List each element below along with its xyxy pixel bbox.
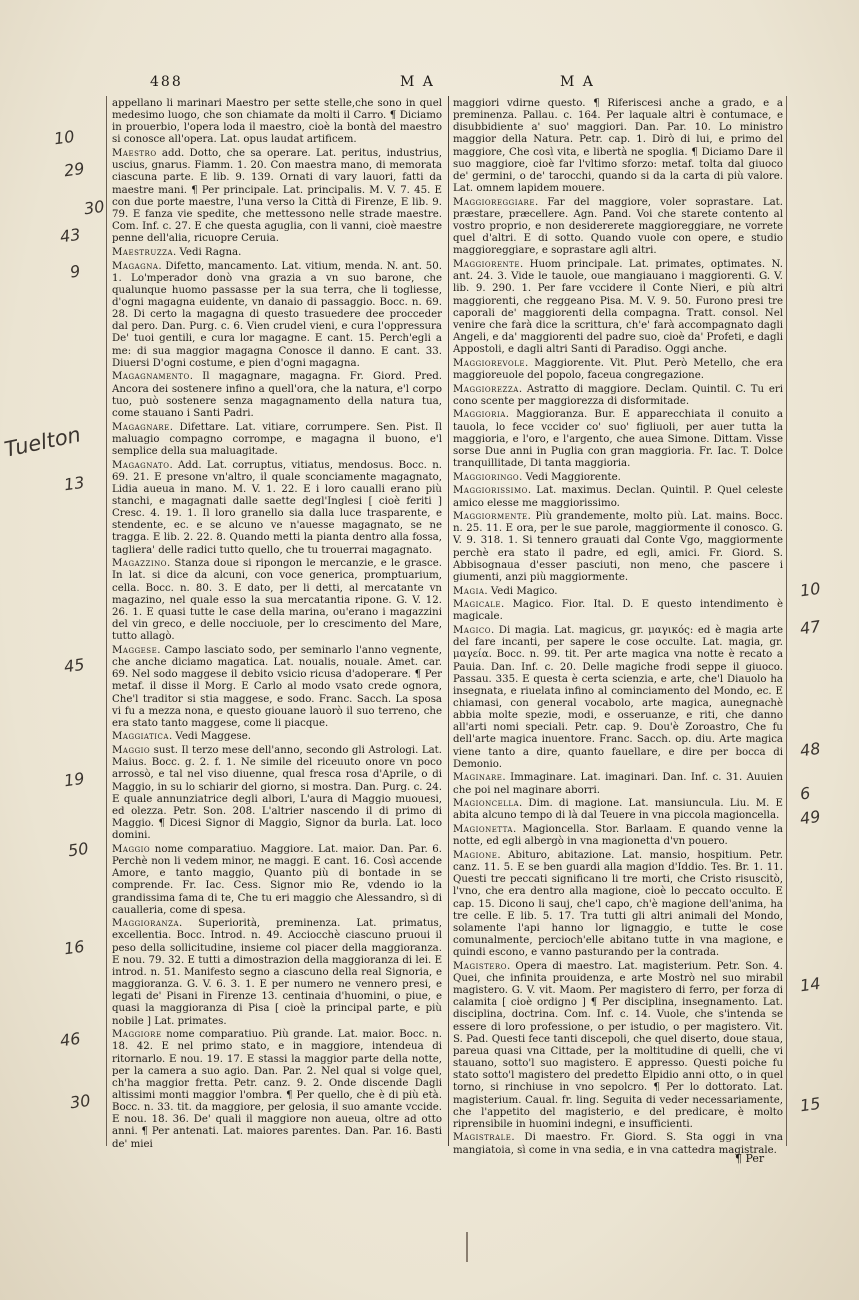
entry-text: . Il magagnare, magagna. Fr. Giord. Pred. Ancora dei sostenere infino a quell'ora, che la natura, e'l corpo tuo, può sostenere senza magagnamento della natura tua, come stauano i Santi Padri. xyxy=(112,371,442,419)
margin-annotation: 43 xyxy=(58,224,82,247)
entry-text: . Vedi Ragna. xyxy=(173,246,242,258)
dictionary-entry xyxy=(453,586,783,598)
headword: Magistero xyxy=(453,960,507,972)
entry-text: . Superiorità, preminenza. Lat. primatus, excellentia. Bocc. Introd. n. 49. Acciocchè ciascuno pruoui il peso della sollicitudine, insieme col piacer della maggioranza. E nou. 79. 32. E tutti a dimostrazion della maggioranza di lei. E introd. n. 51. Manifesto segno a ciascuno della real Signoria, e maggioranza. G. V. 6. 3. 1. E per numero ne vennero presi, e legati de' Pisani in Firenze 13. centinaia d'huomini, o piue, e quasi la maggioranza di Pisa [ cioè la principal parte, e più nobile ] Lat. primates. xyxy=(112,918,442,1027)
entry-text: . Maggioranza. Bur. E apparecchiata il conuito a tauola, lo fece vccider co' suo' figliuoli, per auer tutta la maggioria, e l'oro, e l'argento, che auea Simone. Dittam. Visse sorse Due anni in Puglia con gran maggioria. Fr. Iac. T. Dolce tranquillitade, Di tanta maggioria. xyxy=(453,409,783,470)
entry-text: . Lat. maximus. Declan. Quintil. P. Quel celeste amico elesse me maggiorissimo. xyxy=(453,485,783,509)
entry-text: . Difettare. Lat. vitiare, corrumpere. Sen. Pist. Il maluagio compagno corrompe, e magagna il buono, e'l semplice della sua maluagitade. xyxy=(112,421,442,457)
headword: Maggioreggiare xyxy=(453,196,535,208)
headword: Maggio xyxy=(112,745,151,757)
margin-annotation: 46 xyxy=(58,1028,82,1051)
binding-mark xyxy=(466,1232,468,1262)
dictionary-entry xyxy=(112,422,442,458)
dictionary-entry xyxy=(112,371,442,420)
dictionary-entry xyxy=(453,485,783,509)
margin-annotation: 49 xyxy=(798,806,822,829)
headword: Maggiorissimo xyxy=(453,485,528,497)
headword: Maestro xyxy=(112,148,157,160)
entry-text: maggiori vdirne questo. ¶ Riferiscesi anche a grado, e a preminenza. Pallau. c. 164. Per laquale altri è contumace, e disubbidiente a' suo' maggiori. Dan. Par. 10. Lo ministro maggior della Natura. Petr. cap. 1. Dirò di lui, e primo del maggiore, Che così vita, e libertà ne spoglia. ¶ Diciamo Dare il suo maggiore, cioè far l'vltimo sforzo: metaf. tolta dal giuoco de' germini, o de' tarocchi, quando si da la carta di più valore. Lat. omnem lapidem mouere. xyxy=(453,98,783,195)
margin-annotation: 45 xyxy=(62,654,86,677)
left-column xyxy=(112,98,442,1152)
headword: Magazzino xyxy=(112,558,167,570)
margin-annotation: Tuelton xyxy=(2,422,83,462)
headword: Maginare xyxy=(453,772,503,784)
entry-text: . Magico. Fior. Ital. D. E questo intendimento è magicale. xyxy=(453,599,783,623)
dictionary-entry xyxy=(453,409,783,470)
headword: Magioncella xyxy=(453,798,520,810)
headword: Magico xyxy=(453,625,491,637)
entry-text: . Campo lasciato sodo, per seminarlo l'anno vegnente, che anche diciamo magatica. Lat. noualis, nouale. Amet. car. 69. Nel sodo maggese il debito vsicio ricusa d'adoperare. ¶ Per metaf. il disse il Morg. E Carlo al modo vsato crede ognora, Che'l traditor si stia maggese, e sodo. Franc. Sacch. La sposa vi fu a mezza nona, e questo giouane lauorò il suo terreno, che era stato tanto maggese, come li piacque. xyxy=(112,644,442,729)
dictionary-entry xyxy=(453,625,783,771)
entry-text: . Difetto, mancamento. Lat. vitium, menda. N. ant. 50. 1. Lo'mperador donò vna grazia a vn suo barone, che qualunque huomo passasse per la sua terra, che li togliesse, d'ogni magagna euidente, vn danaio di passaggio. Bocc. n. 69. 28. Di certo la magagna di questo trasuedere dee procceder dal pero. Dan. Purg. c. 6. Vien crudel vieni, e cura l'oppressura De' tuoi gentili, e cura lor magagne. E cant. 15. Perch'egli a me: di sua maggior magagna Conosce il danno. E cant. 33. Diuersi D'ogni costume, e pien d'ogni magagna. xyxy=(112,260,442,369)
entry-text: . Di maestro. Fr. Giord. S. Sta oggi in vna mangiatoia, sì come in vna sedia, e in vna cattedra magistrale. xyxy=(453,1132,783,1156)
headword: Maestruzza xyxy=(112,246,174,258)
entry-text: . Abituro, abitazione. Lat. mansio, hospitium. Petr. canz. 11. 5. E se ben guardi alla magion d'Iddio. Tes. Br. 1. 11. Questi tre peccati significano li tre morti, che Cristo risuscitò, l'vno, che era dentro alla magione, cioè lo peccato occulto. E cap. 15. Dicono li sauj, che'l capo, ch'è magione dell'anima, ha tre celle. E lib. 5. 17. Tra tutti gli altri animali del Mondo, solamente l'api hanno lor lignaggio, e tutte le cose comunalmente, percioch'elle abitano tutte in vna magione, e quindi escono, e vanno pasturando per la contrada. xyxy=(453,849,783,959)
margin-annotation: 50 xyxy=(66,838,90,861)
margin-annotation: 14 xyxy=(798,973,822,996)
dictionary-entry xyxy=(453,961,783,1131)
dictionary-entry xyxy=(453,98,783,195)
headword: Magagnare xyxy=(112,421,170,433)
dictionary-entry xyxy=(112,844,442,917)
dictionary-entry xyxy=(112,1029,442,1151)
entry-text: add. Dotto, che sa operare. Lat. peritus, industrius, uscius, gnarus. Fiamm. 1. 20. Con maestra mano, di memorata ciascuna parte. E lib. 9. 139. Ornati di vary lauori, fatti da maestre mani. ¶ Per principale. Lat. principalis. M. V. 7. 45. E con due porte maestre, l'una verso la Città di Firenze, E lib. 9. 79. E fanza vie spedite, che mettessono nelle strade maestre. Com. Inf. c. 27. E che questa aguglia, con li vanni, cioè maestre penne dell'alia, ricuopre Ceruia. xyxy=(112,148,442,245)
entry-text: . Vedi Maggese. xyxy=(168,731,251,743)
entry-text: . Maggiorente. Vit. Plut. Però Metello, che era maggioreuole del popolo, faceua congregazione. xyxy=(453,357,783,381)
headword: Magione xyxy=(453,849,498,861)
headword: Magicale xyxy=(453,599,502,611)
dictionary-entry xyxy=(453,358,783,382)
entry-text: . Magioncella. Stor. Barlaam. E quando venne la notte, ed egli albergò in vna magionetta d'vn pouero. xyxy=(453,824,783,848)
headword: Maggiorezza xyxy=(453,383,519,395)
headword: Magagnamento xyxy=(112,371,190,383)
dictionary-entry xyxy=(112,261,442,370)
dictionary-entry xyxy=(112,460,442,557)
margin-annotation: 6 xyxy=(798,783,812,804)
dictionary-entry xyxy=(453,798,783,822)
entry-text: appellano li marinari Maestro per sette stelle,che sono in quel medesimo luogo, che son chiamate da molti il Carro. ¶ Diciamo in prouerbio, l'opera loda il maestro, cioè la bontà del maestro si conosce all'opera. Lat. opus laudat artificem. xyxy=(112,98,442,146)
margin-annotation: 16 xyxy=(62,936,86,959)
dictionary-entry xyxy=(453,824,783,848)
headword: Magistrale xyxy=(453,1132,512,1144)
margin-annotation: 10 xyxy=(798,578,822,601)
margin-annotation: 48 xyxy=(798,738,822,761)
headword: Magia xyxy=(453,585,485,597)
margin-annotation: 30 xyxy=(82,196,106,219)
headword: Maggio xyxy=(112,843,151,855)
running-head-left: M A xyxy=(400,74,435,90)
catchword: ¶ Per xyxy=(735,1152,765,1165)
dictionary-entry xyxy=(453,384,783,408)
margin-annotation: 10 xyxy=(52,126,76,149)
dictionary-entry xyxy=(112,731,442,743)
headword: Magagnato xyxy=(112,459,170,471)
entry-text: . Di magia. Lat. magicus, gr. μαγικός: ed è magia arte del fare incanti, per sapere le cose occulte. Lat. magia, gr. μαγεία. Bocc. n. 99. tit. Per arte magica vna notte è recato a Pauia. Dan. Inf. c. 20. Delle magiche frodi seppe il giuoco. Passau. 335. E questa è certa scienzia, e arte, che'l Diauolo ha insegnata, e riuelata infino al cominciamento del Mondo, ec. E chiamasi, con general vocabolo, arte magica, aunegnachè abbia molte spezie, modi, e osseruanze, e riti, che danno all'arti nomi speciali. Petr. cap. 9. Dou'è Zoroastro, Che fu dell'arte magica inuentore. Franc. Sacch. op. diu. Arte magica viene tanto a dire, quanto fauellare, e dire per bocca di Demonio. xyxy=(453,625,783,770)
entry-text: . Astratto di maggiore. Declam. Quintil. C. Tu eri cono scente per maggiorezza di disformitade. xyxy=(453,383,783,407)
dictionary-entry xyxy=(112,918,442,1027)
headword: Magionetta xyxy=(453,824,513,836)
entry-text: . Dim. di magione. Lat. mansiuncula. Liu. M. E abita alcuno tempo di là dal Teuere in vna piccola magioncella. xyxy=(453,798,783,822)
dictionary-entry xyxy=(453,259,783,356)
headword: Maggioranza xyxy=(112,918,180,930)
margin-annotation: 15 xyxy=(798,1093,822,1116)
dictionary-entry xyxy=(112,558,442,643)
entry-text: sust. Il terzo mese dell'anno, secondo gli Astrologi. Lat. Maius. Bocc. g. 2. f. 1. Ne simile del riceuuto onore vn poco arrossò, e tal nel viso diuenne, qual fresca rosa d'Aprile, o di Maggio, in su lo schiarir del giorno, si mostra. Dan. Purg. c. 24. E quale annunziatrice degli albori, L'aura di Maggio muouesi, ed olezza. Petr. Son. 208. L'altrier nascendo il di primo di Maggio. ¶ Dicesi Signor di Maggio, Signor da burla. Lat. loco domini. xyxy=(112,745,442,842)
entry-text: . Vedi Magico. xyxy=(484,585,558,597)
headword: Maggiorevole xyxy=(453,357,525,369)
page-header xyxy=(120,74,819,94)
margin-annotation: 29 xyxy=(62,158,86,181)
entry-text: . Add. Lat. corruptus, vitiatus, mendosus. Bocc. n. 69. 21. E presone vn'altro, il quale sconciamente magagnato, Lidia aueua in mano. M. V. 1. 22. E i loro caualli erano più stanchi, e magagnati dalle saette degl'Inglesi [ cioè feriti ] Cresc. 4. 19. 1. Il loro granello sia dalla luce trasparente, e stendente, ec. e se alcuno ve n'auesse magagnato, se ne tragga. E lib. 2. 22. 8. Quando metti la pianta dentro alla fossa, tagliera' delle radici tutto quello, che tu trouerrai magagnato. xyxy=(112,459,442,556)
column-divider xyxy=(448,96,449,1146)
headword: Maggioringo xyxy=(453,471,520,483)
dictionary-entry xyxy=(112,98,442,147)
headword: Maggioria xyxy=(453,409,506,421)
dictionary-entry xyxy=(453,511,783,584)
left-column-rule xyxy=(106,96,107,1146)
dictionary-entry xyxy=(112,247,442,259)
headword: Maggiorente xyxy=(453,259,520,271)
dictionary-entry xyxy=(453,197,783,258)
page-number: 488 xyxy=(150,74,183,90)
headword: Maggiore xyxy=(112,1029,162,1041)
dictionary-entry xyxy=(453,850,783,959)
entry-text: . Huom principale. Lat. primates, optimates. N. ant. 24. 3. Vide le tauole, oue mangiauano i maggiorenti. G. V. lib. 9. 290. 1. Per fare vccidere il Conte Nieri, e più altri maggiorenti, che reggeano Pisa. M. V. 9. 50. Furono presi tre caporali de' maggiorenti della compagna. Tratt. consol. Nel venire che farà dice la scrittura, ch'e' farà accompagnato dagli Angeli, e da' maggiorenti del padre suo, cioè da' Profeti, e dagli Appostoli, e dagli altri Santi di Paradiso. Oggi anche. xyxy=(453,259,783,356)
dictionary-entry xyxy=(453,772,783,796)
margin-annotation: 13 xyxy=(62,472,86,495)
entry-text: nome comparatiuo. Più grande. Lat. maior. Bocc. n. 18. 42. E nel primo stato, e in maggiore, intendeua di ritornarlo. E nou. 19. 17. E stassi la maggior parte della notte, per la camera a suo agio. Dan. Par. 2. Nel qual si volge quel, ch'ha maggior fretta. Petr. canz. 9. 2. Onde discende Dagli altissimi monti maggior l'ombra. ¶ Per quello, che è di più età. Bocc. n. 33. tit. da maggiore, per gelosia, il suo amante vccide. E nou. 18. 36. De' quali il maggiore non aueua, oltre ad otto anni. ¶ Per antenati. Lat. maiores parentes. Dan. Par. 16. Basti de' miei xyxy=(112,1029,442,1150)
dictionary-entry xyxy=(112,645,442,730)
dictionary-entry xyxy=(112,148,442,245)
margin-annotation: 19 xyxy=(62,768,86,791)
entry-text: . Stanza doue si ripongon le mercanzie, e le grasce. In lat. si dice da alcuni, con voce generica, promptuarium, cella. Bocc. n. 80. 3. E dato, per li detti, al mercatante vn magazino, nel quale esso la sua mercatantia ripone. G. V. 12. 26. 1. E quasi tutte le case della marina, ou'erano i magazzini del vin greco, e delle nocciuole, per lo crescimento del Mare, tutto allagò. xyxy=(112,558,442,643)
entry-text: nome comparatiuo. Maggiore. Lat. maior. Dan. Par. 6. Perchè non li vedem minor, ne maggi. E cant. 16. Così accende Amore, e tanto maggio, Quanto più di bontade in se comprende. Fr. Iac. Cess. Signor mio Re, vdendo io la grandissima fama di te, Che tu eri maggio che Alessandro, sì di caualleria, come di spesa. xyxy=(112,843,442,916)
margin-annotation: 47 xyxy=(798,616,822,639)
right-column-rule xyxy=(786,96,787,1146)
dictionary-entry xyxy=(453,1132,783,1156)
entry-text: . Opera di maestro. Lat. magisterium. Petr. Son. 4. Quei, che infinita prouidenza, e arte Mostrò nel suo mirabil magistero. G. V. vit. Maom. Per magistero di ferro, per forza di calamita [ cioè ordigno ] ¶ Per disciplina, insegnamento. Lat. disciplina, doctrina. Com. Inf. c. 14. Vuole, che s'intenda se essere di loro professione, o per istudio, o per magistero. Vit. S. Pad. Questi fece tanti discepoli, che quel diserto, doue staua, pareua quasi vna Cittade, per la moltitudine di quelli, che vi stauano, sotto'l suo magistero. E appresso. Questi poiche fu stato sotto'l magistero del predetto Elpidio anni otto, o in quel torno, si rinchiuse in vno sepolcro. ¶ Per lo dottorato. Lat. magisterium. Caual. fr. ling. Seguita di veder necessariamente, che l'appetito del magisterio, e del predicare, è molto riprensibile in huomini indegni, e insufficienti. xyxy=(453,960,783,1130)
headword: Maggiatica xyxy=(112,731,169,743)
entry-text: . Immaginare. Lat. imaginari. Dan. Inf. c. 31. Auuien che poi nel maginare aborri. xyxy=(453,772,783,796)
margin-annotation: 9 xyxy=(68,261,82,282)
margin-annotation: 30 xyxy=(68,1090,92,1113)
headword: Magagna xyxy=(112,260,159,272)
entry-text: . Far del maggiore, voler soprastare. Lat. præstare, præcellere. Agn. Pand. Voi che starete contento al vostro proprio, e non desidererete maggioreggiare, ne vorrete quel d'altri. E di sotto. Quando vuole con opere, e studio maggioreggiare, e soprastare agli altri. xyxy=(453,196,783,257)
entry-text: . Più grandemente, molto più. Lat. mains. Bocc. n. 25. 11. E ora, per le sue parole, maggiormente il conosco. G. V. 9. 318. 1. Si tennero grauati dal Conte Vgo, maggiormente perchè era stato il padre, ed egli, amici. Fr. Giord. S. Abbisognaua d'esser pasciuti, non meno, che pascere i giumenti, anzi più maggiormente. xyxy=(453,511,783,583)
dictionary-entry xyxy=(112,745,442,842)
right-column xyxy=(453,98,783,1158)
entry-text: . Vedi Maggiorente. xyxy=(519,471,621,483)
headword: Maggiormente xyxy=(453,511,528,523)
headword: Maggese xyxy=(112,644,158,656)
dictionary-entry xyxy=(453,472,783,484)
running-head-right: M A xyxy=(560,74,595,90)
dictionary-entry xyxy=(453,599,783,623)
